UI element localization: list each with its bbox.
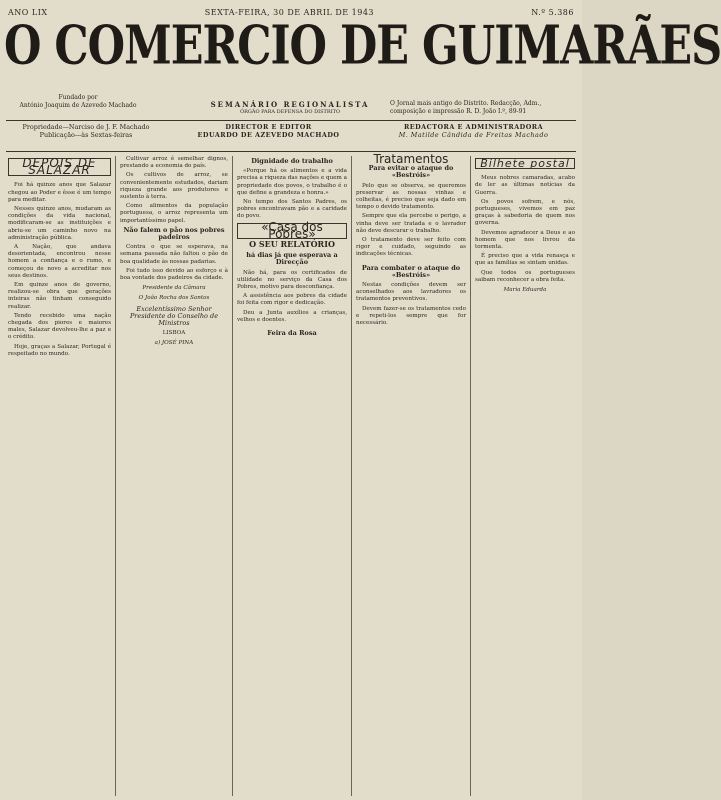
issue-number: N.º 5.386	[531, 7, 574, 17]
signature: O João Rocha dos Santos	[138, 295, 210, 302]
column-divider	[351, 156, 352, 796]
director-label: DIRECTOR E EDITOR	[225, 123, 312, 131]
paragraph: Que todos os portugueses saibam reconhecer a obra feita.	[475, 269, 575, 283]
paragraph: Devem fazer-se os tratamentos cedo e repeti-los sempre que for necessário.	[356, 305, 466, 327]
divider	[6, 120, 576, 121]
redactor-label: REDACTORA E ADMINISTRADORA	[403, 123, 544, 131]
staff-bar	[6, 123, 576, 147]
signature: Maria Eduarda	[503, 287, 547, 294]
column-4	[356, 152, 466, 796]
paragraph: Tendo recebido uma nação chegada dos piores e maiores males, Salazar devolveu-lhe a paz e o crédito.	[8, 312, 111, 341]
paragraph: A assistência aos pobres da cidade foi feita com rigor e dedicação.	[237, 293, 347, 307]
subtitle: SEMANÁRIO REGIONALISTA	[210, 100, 370, 109]
column-3	[237, 156, 347, 796]
article-heading: «Casa dos Pobres»	[237, 223, 347, 239]
paragraph: Pelo que se observa, se queremos preservar as nossas vinhas e colheitas, é preciso que seja dado em tempo o devido tratamento.	[356, 182, 466, 211]
director-block	[166, 123, 371, 147]
redactor-block	[371, 123, 576, 147]
director-name: EDUARDO DE AZEVEDO MACHADO	[197, 131, 340, 139]
article-heading: Bilhete postal	[475, 158, 575, 169]
paragraph: Hoje, graças a Salazar, Portugal é respeitado no mundo.	[8, 343, 111, 357]
divider	[6, 151, 576, 152]
paragraph: O tratamento deve ser feito com rigor e cuidado, seguindo as indicações técnicas.	[356, 237, 466, 258]
column-divider	[470, 156, 471, 796]
year-label: ANO LIX	[8, 7, 48, 17]
paragraph: Contra o que se esperava, na semana passada não faltou o pão de boa qualidade às nossas padarias.	[120, 244, 228, 265]
article-heading: Não falem o pão nos pobres padeiros	[123, 225, 225, 242]
column-divider	[115, 156, 116, 796]
masthead-title: O COMERCIO DE GUIMARÃES	[4, 14, 721, 78]
column-1	[8, 156, 111, 796]
addressee: Excelentíssimo Senhor Presidente do Conselho de Ministros	[129, 304, 219, 328]
place: LISBOA	[162, 330, 186, 337]
paragraph: Não há, para os certificados de utilidade no serviço da Casa dos Pobres, motivo para desconfiança.	[237, 269, 347, 291]
paragraph: É preciso que a vida renasça e que as famílias se sintam unidas.	[475, 253, 575, 267]
publisher-info: O Jornal mais antigo do Distrito. Redacção, Adm., composição e impressão R. D. João I.º, 89-91	[390, 100, 542, 115]
founder-name: António Joaquim de Azevedo Machado	[19, 102, 137, 109]
paragraph: Os povos sofrem, e nós, portugueses, vivemos em paz graças à sabedoria de quem nos governa.	[475, 198, 575, 227]
paragraph: No tempo dos Santos Padres, os pobres encontravam pão e a caridade do povo.	[237, 199, 347, 220]
column-2	[120, 156, 228, 796]
article-heading: Tratamentos	[373, 152, 449, 166]
paragraph: Foi há quinze anos que Salazar chegou ao Poder e êsse é um tempo para meditar.	[8, 182, 111, 203]
paragraph: Devemos agradecer a Deus e ao homem que nos livrou da tormenta.	[475, 229, 575, 251]
paragraph: Deu a Junta auxílios a crianças, velhos e doentes.	[237, 309, 347, 323]
article-subheading: Para evitar o ataque do «Bestróis»	[368, 164, 454, 180]
subtitle-block	[200, 100, 380, 115]
paragraph: Em quinze anos de governo, realizou-se obra que gerações inteiras não tinham conseguido realizar.	[8, 282, 111, 310]
paragraph: A Nação, que andava desorientada, encontrou nesse homem a confiança e o rumo, e começou de novo a acreditar nos seus destinos.	[8, 244, 111, 279]
signature: a) JOSÉ PINA	[154, 340, 194, 347]
paragraph: «Porque há os alimentos e a vida precisa a riqueza das nações e quem a propriedade dos povos, o trabalho é o que define a grandeza e honra.»	[237, 168, 347, 196]
redactor-name: M. Matilde Cândida de Freitas Machado	[398, 131, 549, 139]
signature: Presidente da Câmara	[142, 285, 206, 292]
founder-block	[18, 94, 138, 110]
paragraph: Cultivar arroz é semelhar dignos, prestando a economia do país.	[120, 156, 228, 170]
column-divider	[232, 156, 233, 796]
paragraph: Meus nobres camaradas, acabo de ler as últimas notícias da Guerra.	[475, 175, 575, 196]
paragraph: Nesses quinze anos, mudaram as condições da vida nacional, modificaram-se as instituições e abriu-se um caminho novo na administração pública.	[8, 206, 111, 241]
paragraph: Foi tudo isso devido ao esforço e à boa vontade dos padeiros da cidade.	[120, 267, 228, 282]
publication-frequency: Publicação—às Sextas-feiras	[39, 131, 133, 139]
column-5	[475, 156, 575, 796]
paragraph: Os cultivos de arroz, se convenientemente estudados, dariam riqueza grande aos produtores e sustento à terra.	[120, 172, 228, 201]
date-label: SEXTA-FEIRA, 30 DE ABRIL DE 1943	[204, 7, 374, 17]
article-heading: Feira da Rosa	[267, 329, 317, 338]
article-subheading: O SEU RELATÓRIO	[249, 239, 335, 250]
article-subheading: há dias já que esperava a Direcção	[246, 251, 338, 267]
owner-block	[6, 123, 166, 147]
subtitle-small: ÓRGÃO PARA DEFENSA DO DISTRITO	[239, 109, 341, 115]
paragraph: Como alimentos da população portuguesa, o arroz representa um importantíssimo papel.	[120, 203, 228, 224]
article-heading: DEPOIS DE SALAZAR	[8, 158, 111, 176]
owner: Propriedade—Narciso de J. F. Machado	[22, 123, 150, 131]
founded-label: Fundado por	[58, 94, 98, 101]
paragraph: Nestas condições devem ser aconselhados aos lavradores os tratamentos preventivos.	[356, 282, 466, 303]
paragraph: Sempre que ela percebe o perigo, a vinha deve ser tratada e o lavrador não deve descurar o trabalho.	[356, 213, 466, 234]
article-heading: Para combater o ataque do «Bestróis»	[361, 263, 461, 279]
article-heading: Dignidade do trabalho	[251, 157, 333, 165]
